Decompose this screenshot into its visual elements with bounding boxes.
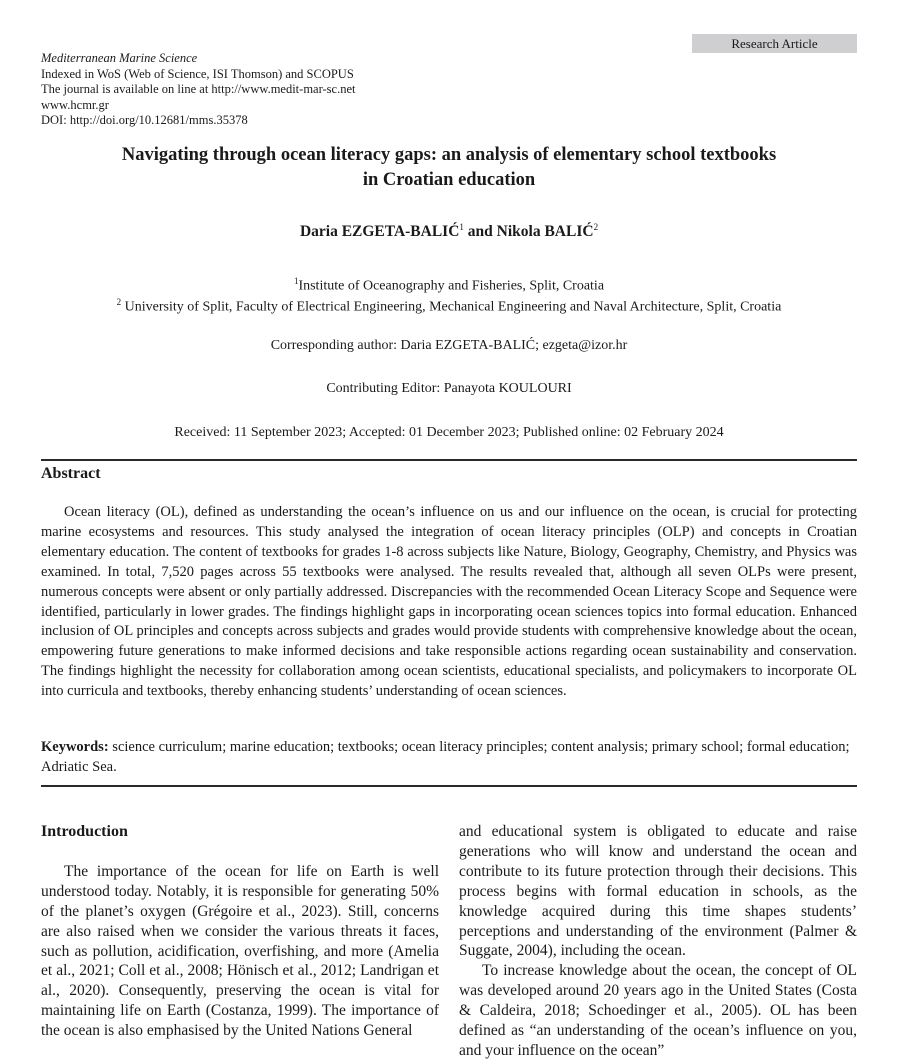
author-conjunction: and (463, 223, 497, 241)
introduction-heading: Introduction (41, 823, 128, 840)
corresponding-author: Corresponding author: Daria EZGETA-BALIĆ; ezgeta@izor.hr (270, 338, 628, 353)
keywords-label: Keywords: (41, 739, 109, 755)
article-type-badge: Research Article (692, 34, 857, 53)
journal-online: The journal is available on line at http://www.medit-mar-sc.net (41, 82, 356, 96)
keywords-text: science curriculum; marine education; textbooks; ocean literacy principles; content analysis; primary school; formal education; Adriatic Sea. (41, 739, 850, 775)
title-line-2: in Croatian education (362, 170, 536, 190)
publication-dates: Received: 11 September 2023; Accepted: 01 December 2023; Published online: 02 February 2024 (174, 425, 724, 440)
abstract-top-rule (41, 459, 857, 461)
intro-paragraph-3: To increase knowledge about the ocean, the concept of OL was developed around 20 years ago in the United States (Costa & Caldeira, 2018; Schoedinger et al., 2005). OL has been defined as “an understanding of the ocean’s influence on you, and your influence on the ocean” (459, 962, 857, 1059)
author-list (41, 222, 857, 241)
journal-name: Mediterranean Marine Science (41, 51, 198, 65)
affiliation-1-number: 1 (293, 276, 299, 286)
affiliation-2 (41, 292, 857, 318)
contributing-editor: Contributing Editor: Panayota KOULOURI (326, 381, 572, 396)
journal-indexed: Indexed in WoS (Web of Science, ISI Thomson) and SCOPUS (41, 66, 354, 81)
abstract-bottom-rule (41, 785, 857, 787)
author-1: Daria EZGETA-BALIĆ (299, 223, 460, 241)
abstract-heading: Abstract (41, 465, 101, 482)
author-1-affil: 1 (459, 222, 464, 232)
affiliation-2-text: University of Split, Faculty of Electrical Engineering, Mechanical Engineering and Naval Architecture, Split, Croatia (124, 299, 782, 315)
title-line-1: Navigating through ocean literacy gaps: an analysis of elementary school textbooks (121, 145, 777, 165)
body-column-right (459, 822, 857, 1061)
journal-info (41, 51, 355, 129)
affiliation-2-number: 2 (116, 297, 122, 307)
journal-doi: DOI: http://doi.org/10.12681/mms.35378 (41, 113, 248, 127)
body-column-left (41, 822, 439, 1041)
author-2-affil: 2 (593, 222, 599, 232)
intro-paragraph-1: The importance of the ocean for life on Earth is well understood today. Notably, it is responsible for generating 50% of the planet’s oxygen (Grégoire et al., 2023). Still, concerns are also raised when we consider the various threats it faces, such as pollution, acidification, overfishing, and more (Amelia et al., 2021; Coll et al., 2008; Hönisch et al., 2012; Landrigan et al., 2020). Consequently, preserving the ocean is vital for maintaining life on Earth (Costanza, 1999). The importance of the ocean is also emphasised by the United Nations General (41, 862, 439, 1040)
keywords (41, 737, 857, 777)
abstract-text: Ocean literacy (OL), defined as understanding the ocean’s influence on us and our influence on the ocean, is crucial for protecting marine ecosystems and resources. This study analysed the integration of ocean literacy principles (OLP) and concepts in Croatian elementary education. The content of textbooks for grades 1-8 across subjects like Nature, Biology, Geography, Chemistry, and Physics was examined. In total, 7,520 pages across 55 textbooks were analysed. The results revealed that, although all seven OLPs were present, numerous concepts were absent or only partially addressed. Discrepancies with the recommended Ocean Literacy Scope and Sequence were identified, particularly in lower grades. The findings highlight gaps in incorporating ocean sciences topics into formal education. Enhanced inclusion of OL principles and concepts across subjects and grades would provide students with comprehensive knowledge about the ocean, empowering future generations to make informed decisions and take responsible actions regarding ocean sustainability and conservation. The findings highlight the necessity for collaboration among ocean scientists, educational specialists, and policymakers to incorporate OL into curricula and textbooks, thereby enhancing students’ understanding of ocean sciences. (41, 504, 857, 700)
affiliation-1-text: Institute of Oceanography and Fisheries, Split, Croatia (298, 278, 605, 294)
author-2: Nikola BALIĆ (496, 223, 594, 241)
intro-paragraph-2: and educational system is obligated to educate and raise generations who will know and understand the ocean and contribute to its future protection through their decisions. This process begins with formal education in schools, as the knowledge acquired during this time shapes students’ perceptions and understanding of the environment (Palmer & Suggate, 2004), including the ocean. (459, 823, 857, 960)
paper-title (41, 143, 857, 193)
journal-site: www.hcmr.gr (41, 97, 109, 112)
